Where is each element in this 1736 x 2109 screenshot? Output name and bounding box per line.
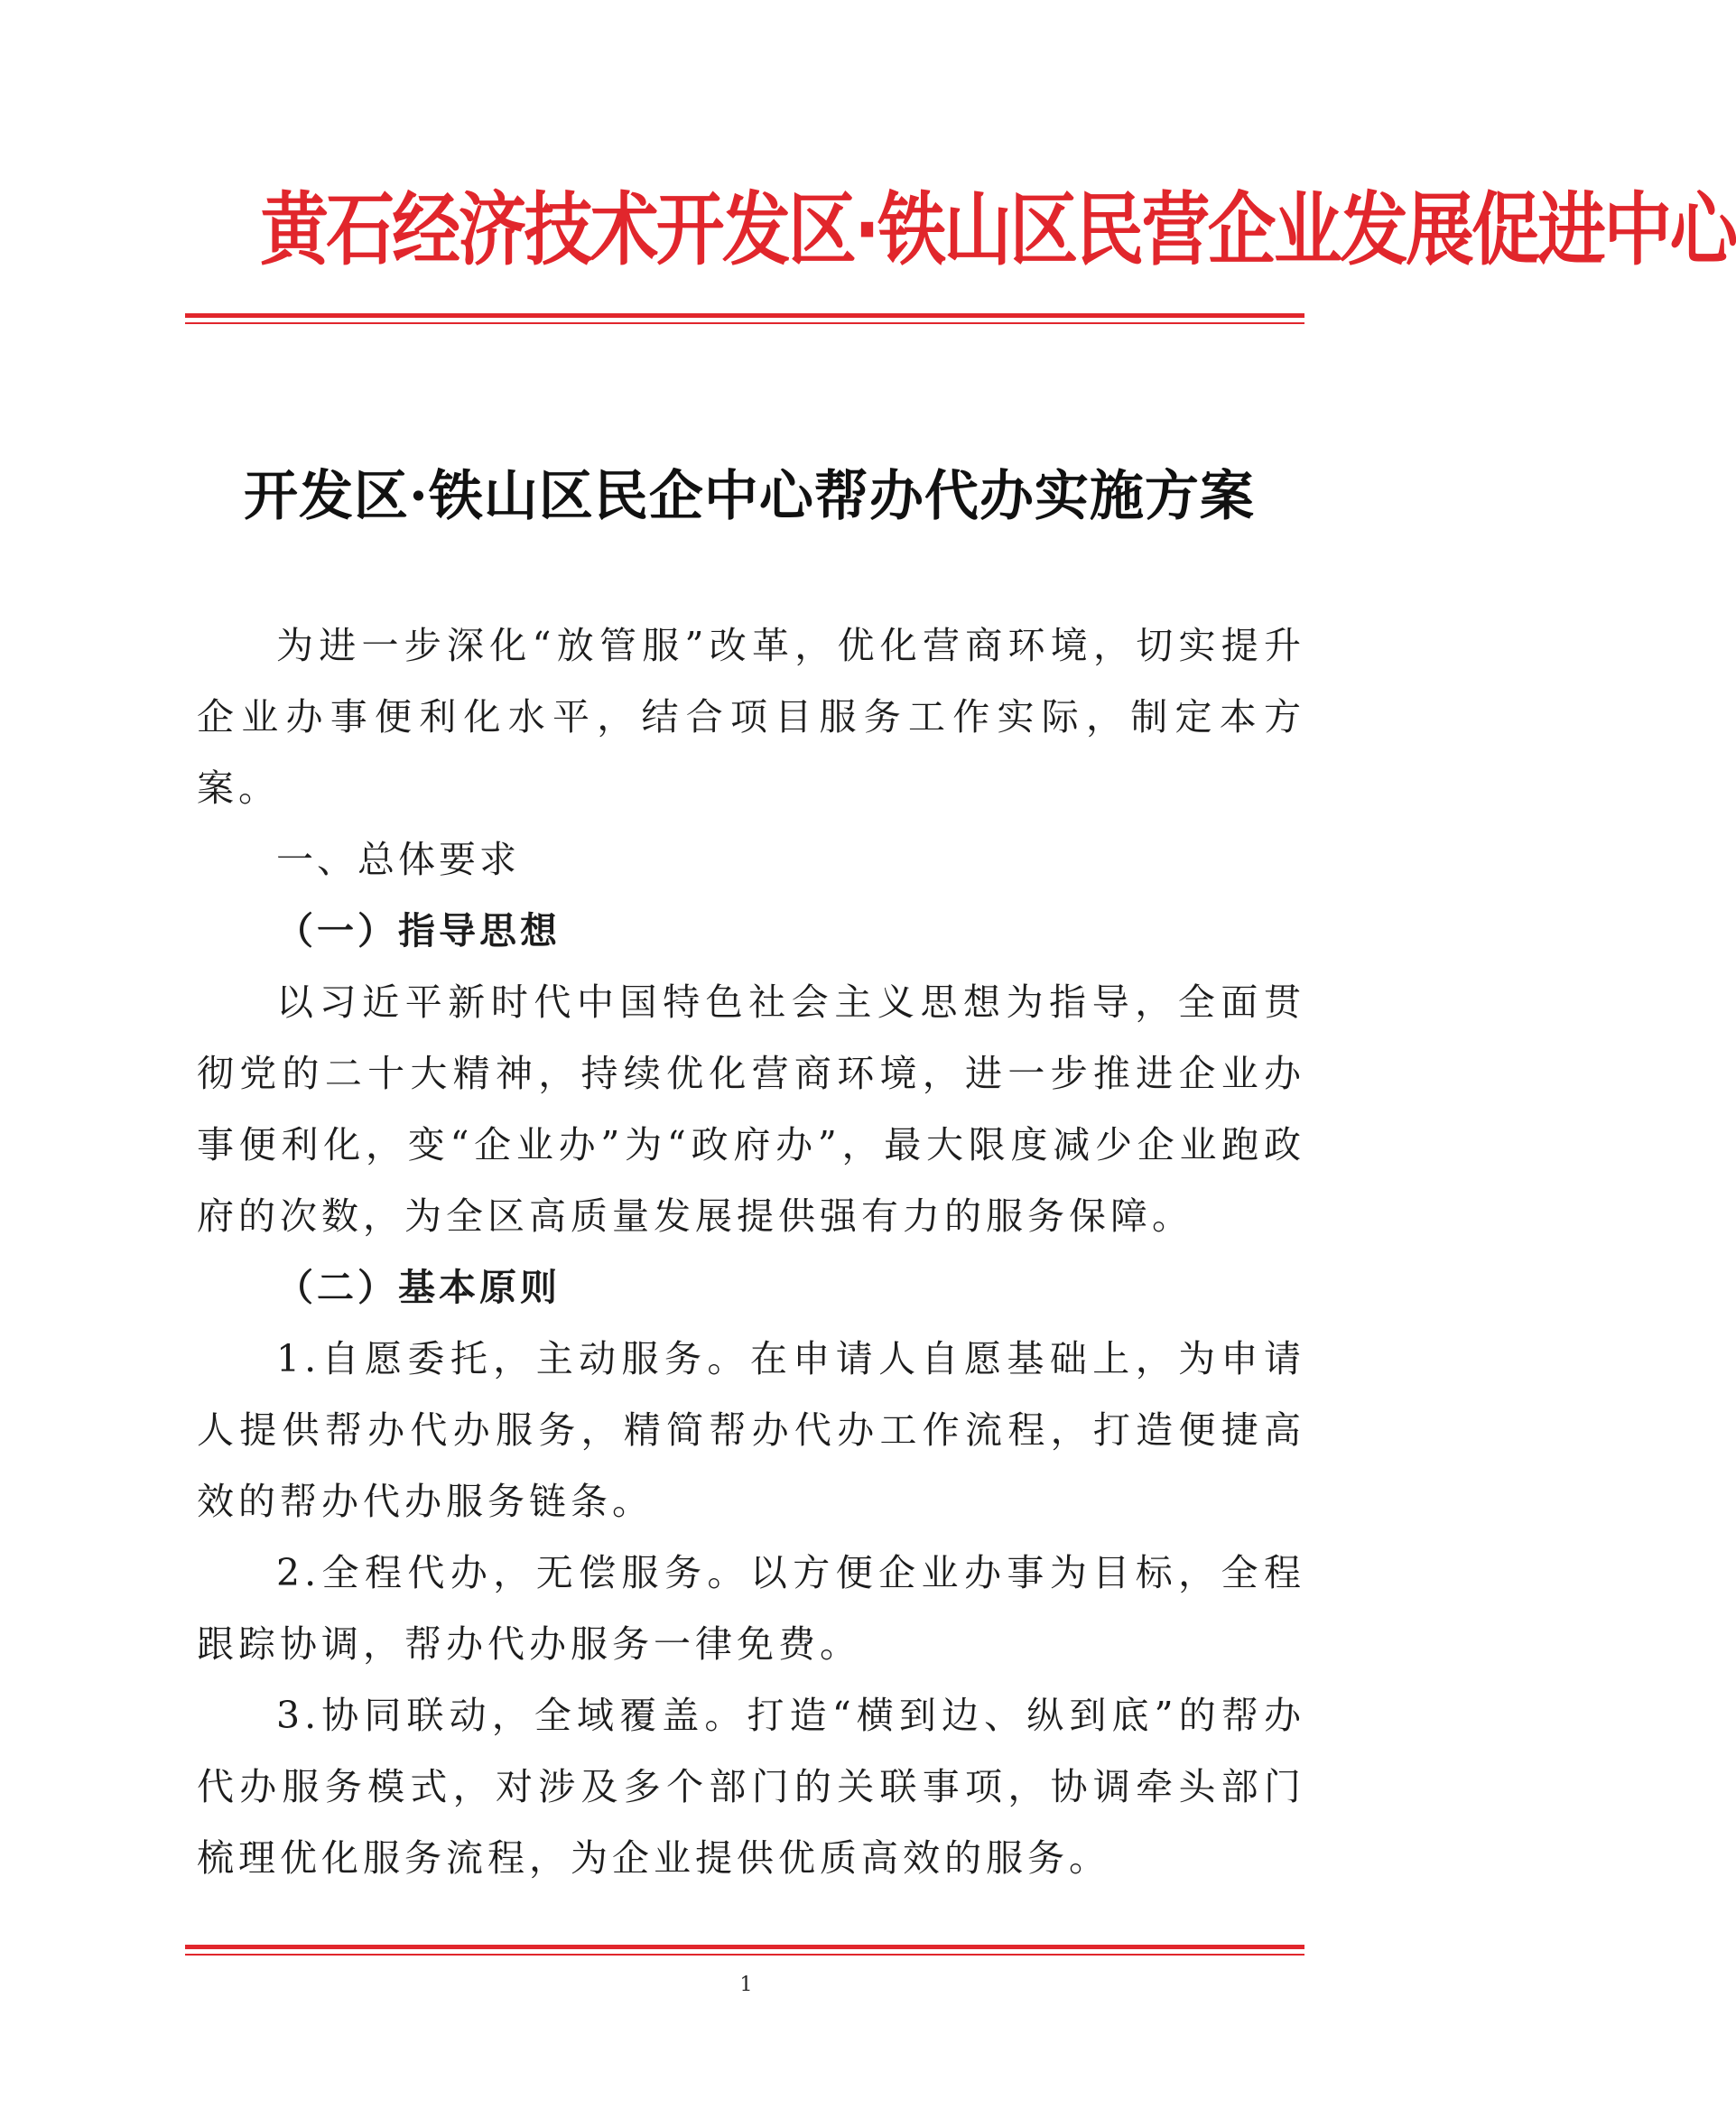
- principle-item: 3.协同联动，全域覆盖。打造“横到边、纵到底”的帮办代办服务模式，对涉及多个部门的关联事项，协调牵头部门梳理优化服务流程，为企业提供优质高效的服务。: [197, 1694, 1305, 1880]
- document-title: 开发区·铁山区民企中心帮办代办实施方案: [244, 465, 1255, 528]
- letterhead-org-name: 黄石经济技术开发区·铁山区民营企业发展促进中心: [260, 183, 1736, 276]
- footer-rule-thin: [185, 1954, 1304, 1956]
- section-heading-general-requirements: 一、总体要求: [276, 838, 520, 881]
- letterhead-rule-thin: [185, 322, 1304, 324]
- intro-paragraph: 为进一步深化“放管服”改革，优化营商环境，切实提升企业办事便利化水平，结合项目服务工作实际，制定本方案。: [197, 624, 1305, 810]
- footer-rule-thick: [185, 1945, 1304, 1949]
- page-number: 1: [739, 1974, 753, 1996]
- guiding-ideology-paragraph: 以习近平新时代中国特色社会主义思想为指导，全面贯彻党的二十大精神，持续优化营商环境，进一步推进企业办事便利化，变“企业办”为“政府办”，最大限度减少企业跑政府的次数，为全区高质量发展提供强有力的服务保障。: [197, 980, 1305, 1238]
- document-body: [197, 610, 1305, 1894]
- letterhead-rule-thick: [185, 313, 1304, 318]
- principle-item: 2.全程代办，无偿服务。以方便企业办事为目标，全程跟踪协调，帮办代办服务一律免费。: [197, 1551, 1305, 1666]
- subsection-heading-guiding-ideology: （一）指导思想: [276, 909, 561, 952]
- subsection-heading-basic-principles: （二）基本原则: [276, 1266, 561, 1309]
- principle-item: 1.自愿委托，主动服务。在申请人自愿基础上，为申请人提供帮办代办服务，精简帮办代办工作流程，打造便捷高效的帮办代办服务链条。: [197, 1337, 1305, 1523]
